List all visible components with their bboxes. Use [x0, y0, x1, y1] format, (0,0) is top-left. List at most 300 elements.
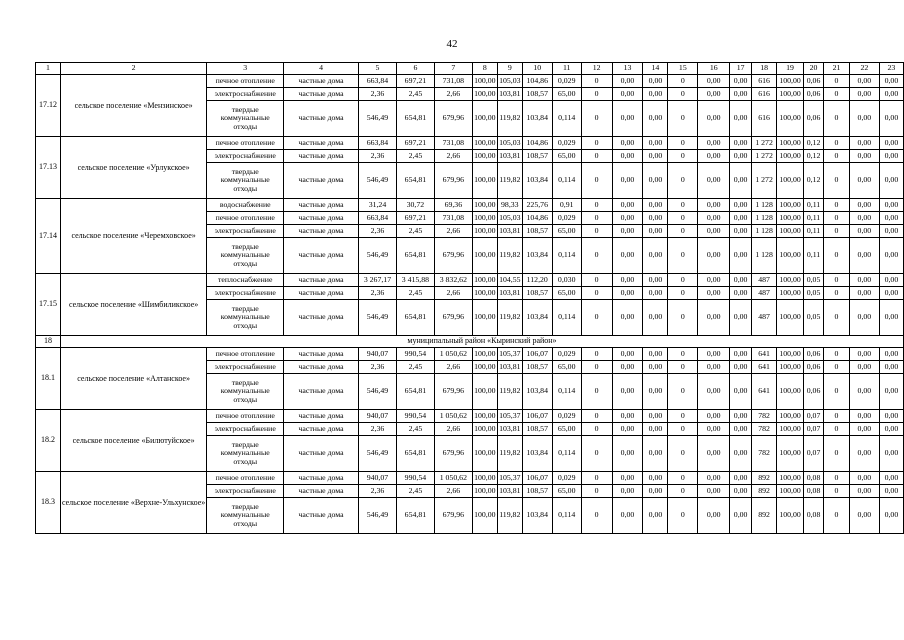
utility-type: твердые коммунальные отходы [207, 498, 284, 534]
value-cell: 0,00 [698, 199, 730, 212]
settlement-name: сельское поселение «Алтанское» [60, 348, 206, 410]
value-cell: 679,96 [434, 163, 472, 199]
consumer-category: частные дома [284, 423, 359, 436]
value-cell: 0 [824, 101, 850, 137]
value-cell: 0,06 [804, 361, 824, 374]
value-cell: 0,00 [879, 498, 903, 534]
value-cell: 990,54 [396, 348, 434, 361]
value-cell: 100,00 [777, 410, 804, 423]
value-cell: 2,36 [359, 225, 397, 238]
value-cell: 0,00 [879, 199, 903, 212]
value-cell: 100,00 [777, 287, 804, 300]
value-cell: 0,00 [730, 150, 752, 163]
value-cell: 0,00 [612, 88, 643, 101]
value-cell: 0,00 [612, 348, 643, 361]
column-header: 14 [643, 63, 668, 75]
value-cell: 654,81 [396, 498, 434, 534]
value-cell: 0 [668, 287, 698, 300]
value-cell: 100,00 [777, 225, 804, 238]
column-header: 11 [552, 63, 581, 75]
value-cell: 2,66 [434, 88, 472, 101]
value-cell: 0,00 [849, 150, 879, 163]
value-cell: 0 [581, 150, 612, 163]
value-cell: 103,81 [497, 485, 522, 498]
value-cell: 0,114 [552, 238, 581, 274]
value-cell: 0 [824, 485, 850, 498]
value-cell: 100,00 [472, 423, 497, 436]
value-cell: 0 [668, 498, 698, 534]
value-cell: 0 [581, 361, 612, 374]
value-cell: 0,00 [879, 212, 903, 225]
value-cell: 100,00 [777, 88, 804, 101]
column-header: 18 [752, 63, 777, 75]
value-cell: 0,00 [698, 348, 730, 361]
value-cell: 0,00 [730, 498, 752, 534]
value-cell: 0,00 [643, 472, 668, 485]
value-cell: 0,00 [698, 374, 730, 410]
value-cell: 0,00 [612, 163, 643, 199]
value-cell: 0,00 [730, 348, 752, 361]
value-cell: 546,49 [359, 374, 397, 410]
value-cell: 1 128 [752, 199, 777, 212]
value-cell: 119,82 [497, 238, 522, 274]
value-cell: 100,00 [777, 274, 804, 287]
value-cell: 0,00 [643, 287, 668, 300]
table-row [36, 199, 904, 212]
consumer-category: частные дома [284, 348, 359, 361]
value-cell: 0,12 [804, 163, 824, 199]
value-cell: 0,00 [698, 423, 730, 436]
value-cell: 0,00 [698, 137, 730, 150]
value-cell: 0 [824, 75, 850, 88]
row-code: 18.3 [36, 472, 61, 534]
value-cell: 2,66 [434, 423, 472, 436]
value-cell: 100,00 [472, 361, 497, 374]
value-cell: 0,00 [730, 238, 752, 274]
consumer-category: частные дома [284, 300, 359, 336]
column-header: 12 [581, 63, 612, 75]
value-cell: 0,00 [879, 238, 903, 274]
value-cell: 0,00 [849, 498, 879, 534]
table-row [36, 274, 904, 287]
value-cell: 731,08 [434, 137, 472, 150]
utility-type: электроснабжение [207, 287, 284, 300]
value-cell: 0,00 [698, 274, 730, 287]
value-cell: 225,76 [522, 199, 552, 212]
value-cell: 0,07 [804, 410, 824, 423]
value-cell: 0,00 [730, 137, 752, 150]
value-cell: 0 [668, 199, 698, 212]
value-cell: 0,00 [879, 287, 903, 300]
value-cell: 0,06 [804, 75, 824, 88]
value-cell: 100,00 [472, 374, 497, 410]
value-cell: 103,81 [497, 225, 522, 238]
value-cell: 0,11 [804, 199, 824, 212]
value-cell: 0,00 [643, 410, 668, 423]
value-cell: 0,06 [804, 101, 824, 137]
value-cell: 782 [752, 423, 777, 436]
value-cell: 0,07 [804, 423, 824, 436]
value-cell: 65,00 [552, 150, 581, 163]
value-cell: 104,86 [522, 212, 552, 225]
value-cell: 0 [668, 436, 698, 472]
value-cell: 0,00 [730, 436, 752, 472]
value-cell: 0,00 [849, 225, 879, 238]
consumer-category: частные дома [284, 199, 359, 212]
value-cell: 104,86 [522, 137, 552, 150]
value-cell: 0,00 [698, 410, 730, 423]
value-cell: 0,114 [552, 163, 581, 199]
value-cell: 0,00 [643, 374, 668, 410]
value-cell: 0,00 [879, 485, 903, 498]
value-cell: 0,00 [849, 423, 879, 436]
value-cell: 731,08 [434, 75, 472, 88]
value-cell: 0,00 [698, 238, 730, 274]
value-cell: 0,00 [643, 348, 668, 361]
value-cell: 108,57 [522, 150, 552, 163]
value-cell: 0,00 [643, 150, 668, 163]
value-cell: 546,49 [359, 101, 397, 137]
utility-type: твердые коммунальные отходы [207, 436, 284, 472]
value-cell: 0,00 [730, 88, 752, 101]
value-cell: 0,05 [804, 274, 824, 287]
utility-type: печное отопление [207, 212, 284, 225]
value-cell: 2,66 [434, 150, 472, 163]
value-cell: 103,84 [522, 436, 552, 472]
value-cell: 2,36 [359, 150, 397, 163]
value-cell: 119,82 [497, 101, 522, 137]
value-cell: 0 [668, 472, 698, 485]
value-cell: 0,00 [612, 436, 643, 472]
consumer-category: частные дома [284, 150, 359, 163]
value-cell: 100,00 [777, 75, 804, 88]
row-code: 18.2 [36, 410, 61, 472]
value-cell: 0,00 [698, 150, 730, 163]
value-cell: 0,00 [698, 163, 730, 199]
value-cell: 0,00 [879, 410, 903, 423]
value-cell: 0,029 [552, 348, 581, 361]
value-cell: 0,00 [698, 472, 730, 485]
value-cell: 0,00 [698, 287, 730, 300]
value-cell: 2,66 [434, 287, 472, 300]
consumer-category: частные дома [284, 287, 359, 300]
value-cell: 0,114 [552, 300, 581, 336]
value-cell: 98,33 [497, 199, 522, 212]
value-cell: 0,00 [849, 348, 879, 361]
value-cell: 0,00 [643, 498, 668, 534]
value-cell: 0 [581, 75, 612, 88]
value-cell: 0,00 [698, 300, 730, 336]
consumer-category: частные дома [284, 163, 359, 199]
value-cell: 0 [668, 410, 698, 423]
value-cell: 487 [752, 274, 777, 287]
value-cell: 0,00 [849, 410, 879, 423]
value-cell: 0 [581, 300, 612, 336]
value-cell: 2,45 [396, 225, 434, 238]
utility-type: твердые коммунальные отходы [207, 101, 284, 137]
value-cell: 0 [668, 88, 698, 101]
value-cell: 100,00 [472, 199, 497, 212]
value-cell: 0,00 [643, 361, 668, 374]
value-cell: 103,84 [522, 101, 552, 137]
value-cell: 0 [824, 498, 850, 534]
consumer-category: частные дома [284, 75, 359, 88]
value-cell: 65,00 [552, 423, 581, 436]
section-code: 18 [36, 336, 61, 348]
value-cell: 0,00 [643, 101, 668, 137]
value-cell: 697,21 [396, 75, 434, 88]
value-cell: 0,00 [612, 238, 643, 274]
value-cell: 100,00 [777, 423, 804, 436]
value-cell: 654,81 [396, 238, 434, 274]
value-cell: 104,55 [497, 274, 522, 287]
value-cell: 0,00 [698, 361, 730, 374]
value-cell: 0 [824, 361, 850, 374]
value-cell: 105,03 [497, 212, 522, 225]
column-header: 3 [207, 63, 284, 75]
value-cell: 546,49 [359, 436, 397, 472]
value-cell: 0,00 [643, 423, 668, 436]
value-cell: 0 [824, 88, 850, 101]
value-cell: 487 [752, 300, 777, 336]
value-cell: 100,00 [472, 300, 497, 336]
value-cell: 0,00 [612, 410, 643, 423]
value-cell: 105,37 [497, 348, 522, 361]
value-cell: 0,05 [804, 287, 824, 300]
value-cell: 65,00 [552, 361, 581, 374]
section-row [36, 336, 904, 348]
value-cell: 0 [668, 300, 698, 336]
value-cell: 0 [824, 137, 850, 150]
utility-type: электроснабжение [207, 88, 284, 101]
value-cell: 0,00 [612, 498, 643, 534]
value-cell: 679,96 [434, 101, 472, 137]
value-cell: 0,00 [849, 485, 879, 498]
value-cell: 0,00 [730, 274, 752, 287]
value-cell: 0,00 [612, 225, 643, 238]
value-cell: 0 [668, 75, 698, 88]
utility-type: твердые коммунальные отходы [207, 374, 284, 410]
value-cell: 105,03 [497, 137, 522, 150]
value-cell: 990,54 [396, 410, 434, 423]
value-cell: 100,00 [777, 374, 804, 410]
utility-type: электроснабжение [207, 361, 284, 374]
value-cell: 892 [752, 485, 777, 498]
value-cell: 0,05 [804, 300, 824, 336]
value-cell: 31,24 [359, 199, 397, 212]
settlement-name: сельское поселение «Урлукское» [60, 137, 206, 199]
value-cell: 1 050,62 [434, 348, 472, 361]
value-cell: 0,00 [730, 199, 752, 212]
value-cell: 546,49 [359, 238, 397, 274]
section-title: муниципальный район «Кыринский район» [60, 336, 903, 348]
consumer-category: частные дома [284, 410, 359, 423]
value-cell: 0 [824, 225, 850, 238]
value-cell: 679,96 [434, 374, 472, 410]
column-header: 10 [522, 63, 552, 75]
value-cell: 0,00 [612, 212, 643, 225]
value-cell: 0,114 [552, 436, 581, 472]
value-cell: 103,84 [522, 163, 552, 199]
value-cell: 0,00 [849, 238, 879, 274]
value-cell: 0,00 [643, 75, 668, 88]
value-cell: 100,00 [472, 137, 497, 150]
utility-type: печное отопление [207, 348, 284, 361]
row-code: 17.12 [36, 75, 61, 137]
value-cell: 731,08 [434, 212, 472, 225]
value-cell: 1 050,62 [434, 410, 472, 423]
value-cell: 641 [752, 348, 777, 361]
value-cell: 654,81 [396, 300, 434, 336]
value-cell: 0,00 [730, 423, 752, 436]
value-cell: 0,00 [849, 101, 879, 137]
value-cell: 100,00 [777, 137, 804, 150]
value-cell: 108,57 [522, 287, 552, 300]
row-code: 17.15 [36, 274, 61, 336]
column-header: 2 [60, 63, 206, 75]
value-cell: 0 [668, 137, 698, 150]
table-row [36, 137, 904, 150]
utility-type: печное отопление [207, 472, 284, 485]
value-cell: 487 [752, 287, 777, 300]
value-cell: 0,00 [849, 75, 879, 88]
value-cell: 0 [581, 199, 612, 212]
value-cell: 0 [824, 150, 850, 163]
consumer-category: частные дома [284, 88, 359, 101]
consumer-category: частные дома [284, 212, 359, 225]
column-header: 6 [396, 63, 434, 75]
value-cell: 0,06 [804, 88, 824, 101]
value-cell: 0,00 [643, 137, 668, 150]
value-cell: 1 050,62 [434, 472, 472, 485]
value-cell: 0,00 [849, 88, 879, 101]
row-code: 17.13 [36, 137, 61, 199]
column-header: 22 [849, 63, 879, 75]
value-cell: 0,00 [849, 436, 879, 472]
value-cell: 0,11 [804, 238, 824, 274]
value-cell: 105,03 [497, 75, 522, 88]
value-cell: 940,07 [359, 410, 397, 423]
value-cell: 0 [668, 361, 698, 374]
value-cell: 0 [824, 212, 850, 225]
value-cell: 0,08 [804, 498, 824, 534]
value-cell: 0 [668, 163, 698, 199]
table-row [36, 410, 904, 423]
value-cell: 940,07 [359, 348, 397, 361]
value-cell: 0,00 [879, 137, 903, 150]
value-cell: 2,45 [396, 361, 434, 374]
value-cell: 0 [824, 374, 850, 410]
settlement-name: сельское поселение «Шимбиликское» [60, 274, 206, 336]
value-cell: 103,84 [522, 238, 552, 274]
value-cell: 2,66 [434, 485, 472, 498]
value-cell: 0,11 [804, 225, 824, 238]
value-cell: 0,00 [879, 348, 903, 361]
value-cell: 2,66 [434, 361, 472, 374]
value-cell: 0 [824, 274, 850, 287]
utility-type: электроснабжение [207, 150, 284, 163]
value-cell: 2,45 [396, 150, 434, 163]
value-cell: 0 [824, 423, 850, 436]
utility-type: электроснабжение [207, 225, 284, 238]
value-cell: 0,00 [730, 212, 752, 225]
value-cell: 0,00 [643, 199, 668, 212]
value-cell: 0,00 [879, 225, 903, 238]
value-cell: 0,00 [643, 238, 668, 274]
value-cell: 782 [752, 436, 777, 472]
value-cell: 0,00 [879, 88, 903, 101]
value-cell: 0 [668, 101, 698, 137]
value-cell: 0,00 [730, 75, 752, 88]
value-cell: 0 [824, 199, 850, 212]
value-cell: 103,81 [497, 287, 522, 300]
column-header: 17 [730, 63, 752, 75]
value-cell: 2,45 [396, 88, 434, 101]
value-cell: 0,00 [849, 374, 879, 410]
utility-type: твердые коммунальные отходы [207, 300, 284, 336]
value-cell: 100,00 [777, 361, 804, 374]
value-cell: 0,00 [643, 485, 668, 498]
value-cell: 100,00 [472, 472, 497, 485]
value-cell: 2,36 [359, 287, 397, 300]
settlement-name: сельское поселение «Верхне-Ульхунское» [60, 472, 206, 534]
consumer-category: частные дома [284, 498, 359, 534]
value-cell: 0,00 [730, 361, 752, 374]
value-cell: 0,12 [804, 150, 824, 163]
utility-type: печное отопление [207, 137, 284, 150]
value-cell: 0 [581, 163, 612, 199]
value-cell: 0 [581, 410, 612, 423]
value-cell: 100,00 [472, 498, 497, 534]
value-cell: 112,20 [522, 274, 552, 287]
value-cell: 0,00 [612, 423, 643, 436]
value-cell: 654,81 [396, 163, 434, 199]
value-cell: 103,84 [522, 374, 552, 410]
utility-type: твердые коммунальные отходы [207, 163, 284, 199]
value-cell: 0,00 [730, 300, 752, 336]
value-cell: 0,00 [849, 199, 879, 212]
value-cell: 2,45 [396, 485, 434, 498]
value-cell: 616 [752, 75, 777, 88]
value-cell: 0 [824, 348, 850, 361]
value-cell: 0,00 [730, 225, 752, 238]
value-cell: 0 [824, 410, 850, 423]
consumer-category: частные дома [284, 225, 359, 238]
value-cell: 106,07 [522, 472, 552, 485]
value-cell: 108,57 [522, 485, 552, 498]
value-cell: 0,00 [730, 374, 752, 410]
value-cell: 0 [668, 274, 698, 287]
value-cell: 69,36 [434, 199, 472, 212]
value-cell: 0 [824, 287, 850, 300]
value-cell: 0,00 [612, 274, 643, 287]
value-cell: 0,00 [849, 472, 879, 485]
value-cell: 3 832,62 [434, 274, 472, 287]
value-cell: 2,36 [359, 423, 397, 436]
value-cell: 0 [581, 101, 612, 137]
value-cell: 100,00 [472, 436, 497, 472]
column-header: 8 [472, 63, 497, 75]
settlement-name: сельское поселение «Черемховское» [60, 199, 206, 274]
value-cell: 0,00 [698, 498, 730, 534]
table-row [36, 472, 904, 485]
row-code: 17.14 [36, 199, 61, 274]
value-cell: 0 [581, 374, 612, 410]
value-cell: 0,00 [849, 287, 879, 300]
value-cell: 0,00 [643, 88, 668, 101]
value-cell: 103,81 [497, 361, 522, 374]
value-cell: 103,81 [497, 423, 522, 436]
